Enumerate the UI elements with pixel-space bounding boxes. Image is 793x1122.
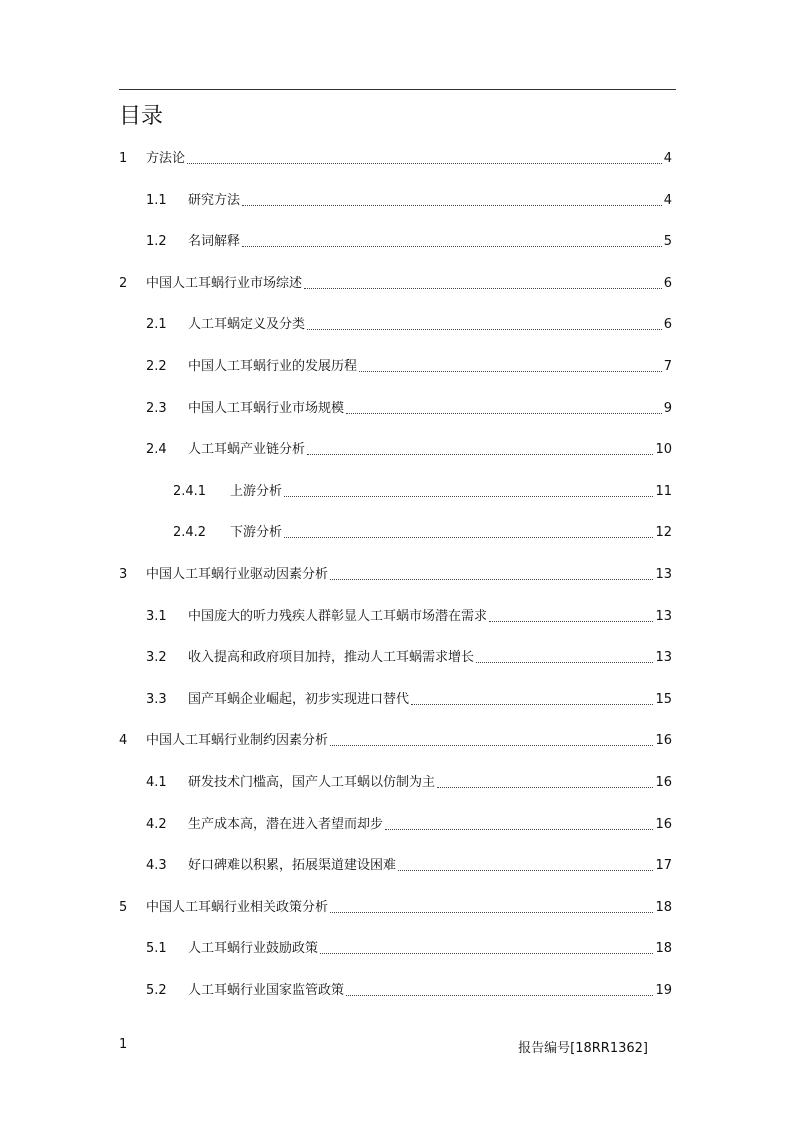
toc-leader-dots bbox=[330, 911, 653, 913]
toc-entry-page: 13 bbox=[655, 608, 672, 624]
toc-entry[interactable] bbox=[119, 607, 672, 627]
toc-leader-dots bbox=[385, 828, 653, 830]
toc-entry-number: 2.4 bbox=[146, 442, 167, 458]
toc-entry-text: 人工耳蜗产业链分析 bbox=[188, 442, 306, 458]
toc-entry-text: 中国人工耳蜗行业市场综述 bbox=[146, 275, 303, 291]
toc-entry[interactable] bbox=[119, 315, 672, 335]
toc-entry-page: 13 bbox=[655, 650, 672, 666]
toc-entry-page: 4 bbox=[663, 192, 672, 208]
toc-leader-dots bbox=[346, 994, 653, 996]
toc-entry[interactable] bbox=[119, 773, 672, 793]
toc-leader-dots bbox=[242, 245, 662, 247]
toc-leader-dots bbox=[187, 162, 662, 164]
footer-report-id: 报告编号[18RR1362] bbox=[518, 1041, 648, 1056]
toc-leader-dots bbox=[437, 786, 653, 788]
toc-leader-dots bbox=[330, 744, 653, 746]
toc-entry[interactable] bbox=[119, 523, 672, 543]
toc-leader-dots bbox=[476, 661, 653, 663]
toc-entry[interactable] bbox=[119, 191, 672, 211]
toc-entry-page: 17 bbox=[655, 858, 672, 874]
toc-entry[interactable] bbox=[119, 815, 672, 835]
toc-entry-page: 6 bbox=[663, 317, 672, 333]
toc-entry-number: 1.2 bbox=[146, 234, 167, 250]
toc-entry[interactable] bbox=[119, 149, 672, 169]
toc-entry-number: 3.2 bbox=[146, 650, 167, 666]
toc-entry[interactable] bbox=[119, 482, 672, 502]
toc-entry-number: 2.2 bbox=[146, 359, 167, 374]
toc-entry-text: 中国人工耳蜗行业的发展历程 bbox=[188, 359, 358, 374]
toc-entry[interactable] bbox=[119, 731, 672, 751]
toc-entry[interactable] bbox=[119, 440, 672, 460]
toc-leader-dots bbox=[398, 869, 653, 871]
toc-entry-number: 2.3 bbox=[146, 400, 167, 416]
toc-leader-dots bbox=[307, 328, 662, 330]
toc-entry[interactable] bbox=[119, 274, 672, 294]
toc-entry-number: 5.1 bbox=[146, 941, 167, 957]
toc-entry-text: 研发技术门槛高，国产人工耳蜗以仿制为主 bbox=[188, 775, 436, 790]
toc-entry[interactable] bbox=[119, 939, 672, 959]
toc-entry-number: 5.2 bbox=[146, 983, 167, 998]
toc-entry-text: 上游分析 bbox=[230, 483, 283, 499]
toc-entry-text: 收入提高和政府项目加持，推动人工耳蜗需求增长 bbox=[188, 650, 475, 666]
toc-entry-page: 11 bbox=[655, 483, 672, 499]
toc-entry-text: 下游分析 bbox=[230, 525, 283, 541]
toc-entry-number: 4 bbox=[119, 733, 128, 749]
toc-entry-page: 5 bbox=[663, 234, 672, 250]
toc-entry-page: 7 bbox=[663, 359, 672, 374]
toc-leader-dots bbox=[284, 536, 653, 538]
toc-entry-text: 研究方法 bbox=[188, 192, 241, 208]
toc-entry-page: 16 bbox=[655, 816, 672, 832]
toc-entry[interactable] bbox=[119, 690, 672, 710]
toc-entry[interactable] bbox=[119, 981, 672, 1001]
footer-page-number: 1 bbox=[119, 1037, 128, 1052]
toc-entry-page: 9 bbox=[663, 400, 672, 416]
toc-entry-text: 人工耳蜗定义及分类 bbox=[188, 317, 306, 333]
toc-entry-page: 10 bbox=[655, 442, 672, 458]
header-rule bbox=[119, 89, 676, 90]
toc-leader-dots bbox=[359, 370, 662, 372]
toc-entry[interactable] bbox=[119, 898, 672, 918]
toc-leader-dots bbox=[307, 453, 653, 455]
toc-entry-number: 3 bbox=[119, 567, 128, 582]
toc-leader-dots bbox=[489, 620, 653, 622]
toc-entry-text: 生产成本高，潜在进入者望而却步 bbox=[188, 816, 384, 832]
toc-entry-number: 2.1 bbox=[146, 317, 167, 333]
toc-entry-number: 4.2 bbox=[146, 816, 167, 832]
toc-entry-text: 中国人工耳蜗行业市场规模 bbox=[188, 400, 345, 416]
toc-entry-number: 2.4.1 bbox=[173, 483, 207, 499]
toc-entry-page: 13 bbox=[655, 567, 672, 582]
toc-entry-text: 人工耳蜗行业国家监管政策 bbox=[188, 983, 345, 998]
toc-entry-page: 18 bbox=[655, 941, 672, 957]
toc-entry-number: 4.3 bbox=[146, 858, 167, 874]
toc-title: 目录 bbox=[119, 104, 164, 129]
toc-entry-text: 中国庞大的听力残疾人群彰显人工耳蜗市场潜在需求 bbox=[188, 608, 488, 624]
toc-entry[interactable] bbox=[119, 856, 672, 876]
toc-entry-number: 4.1 bbox=[146, 775, 167, 790]
toc-entry[interactable] bbox=[119, 357, 672, 377]
toc-entry-page: 4 bbox=[663, 151, 672, 166]
toc-entry-page: 16 bbox=[655, 775, 672, 790]
toc-entry-text: 人工耳蜗行业鼓励政策 bbox=[188, 941, 319, 957]
toc-entry-text: 中国人工耳蜗行业驱动因素分析 bbox=[146, 567, 329, 582]
toc-entry-text: 国产耳蜗企业崛起，初步实现进口替代 bbox=[188, 691, 410, 707]
toc-leader-dots bbox=[346, 412, 662, 414]
toc-leader-dots bbox=[320, 952, 653, 954]
toc-entry-number: 5 bbox=[119, 899, 128, 915]
toc-entry-number: 2.4.2 bbox=[173, 525, 207, 541]
toc-entry-page: 15 bbox=[655, 691, 672, 707]
toc-leader-dots bbox=[411, 703, 653, 705]
toc-leader-dots bbox=[330, 578, 653, 580]
toc-entry-number: 3.3 bbox=[146, 691, 167, 707]
toc-entry-text: 中国人工耳蜗行业制约因素分析 bbox=[146, 733, 329, 749]
toc-entry-page: 6 bbox=[663, 275, 672, 291]
toc-entry[interactable] bbox=[119, 648, 672, 668]
toc-entry-text: 方法论 bbox=[146, 151, 186, 166]
toc-entry-number: 3.1 bbox=[146, 608, 167, 624]
toc-entry-text: 中国人工耳蜗行业相关政策分析 bbox=[146, 899, 329, 915]
toc-entry-number: 1 bbox=[119, 151, 128, 166]
toc-entry-number: 2 bbox=[119, 275, 128, 291]
toc-entry[interactable] bbox=[119, 399, 672, 419]
toc-entry-text: 名词解释 bbox=[188, 234, 241, 250]
toc-entry-number: 1.1 bbox=[146, 192, 167, 208]
toc-entry[interactable] bbox=[119, 565, 672, 585]
toc-entry-page: 18 bbox=[655, 899, 672, 915]
toc-entry[interactable] bbox=[119, 232, 672, 252]
toc-entry-page: 12 bbox=[655, 525, 672, 541]
toc-leader-dots bbox=[304, 287, 662, 289]
toc-entry-page: 19 bbox=[655, 983, 672, 998]
toc-leader-dots bbox=[242, 204, 662, 206]
toc-entry-text: 好口碑难以积累，拓展渠道建设困难 bbox=[188, 858, 397, 874]
toc-leader-dots bbox=[284, 495, 653, 497]
toc-entry-page: 16 bbox=[655, 733, 672, 749]
